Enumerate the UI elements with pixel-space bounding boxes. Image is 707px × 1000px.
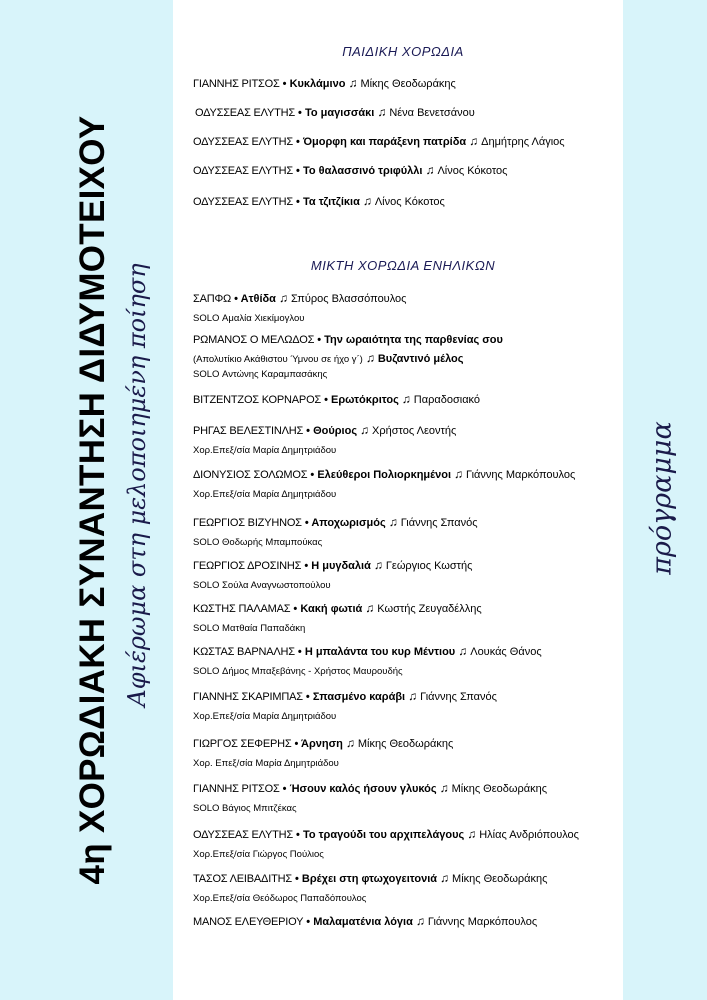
program-entry xyxy=(193,781,547,815)
bullet-separator: • xyxy=(307,469,318,481)
song-title: Το μαγισσάκι xyxy=(304,107,375,119)
entry-detail: Χορ.Επεξ/σία Γιώργος Πούλιος xyxy=(193,849,324,860)
entry-detail: Χορ.Επεξ/σία Θεόδωρος Παπαδόπουλος xyxy=(193,893,367,904)
composer-name: Γεώργιος Κωστής xyxy=(385,560,473,572)
song-title: Μαλαματένια λόγια xyxy=(313,916,413,928)
composer-name: Ηλίας Ανδριόπουλος xyxy=(479,829,579,841)
entry-detail: SOLO Ματθαία Παπαδάκη xyxy=(193,623,306,634)
song-title: Η μυγδαλιά xyxy=(311,560,371,572)
music-note-icon: ♫ xyxy=(467,827,477,841)
music-note-icon: ♫ xyxy=(440,871,450,885)
program-label-vertical: πρόγραμμα xyxy=(646,421,678,575)
entry-detail: SOLO Σούλα Αναγνωστοπούλου xyxy=(193,580,331,591)
music-note-icon: ♫ xyxy=(408,689,418,703)
composer-name: Κωστής Ζευγαδέλλης xyxy=(377,603,482,615)
song-title: Όμορφη και παράξενη πατρίδα xyxy=(302,136,467,148)
composer-name: Βυζαντινό μέλος xyxy=(377,353,464,365)
program-entry xyxy=(193,194,445,210)
entry-main-line xyxy=(193,291,406,307)
entry-main-line xyxy=(193,76,456,92)
entry-main-line xyxy=(193,333,503,348)
music-note-icon: ♫ xyxy=(373,558,383,572)
song-title: Το θαλασσινό τριφύλλι xyxy=(302,165,423,177)
music-note-icon: ♫ xyxy=(365,351,375,365)
poet-name: ΓΙΩΡΓΟΣ ΣΕΦΕΡΗΣ xyxy=(193,738,292,750)
song-title: Θούριος xyxy=(313,425,358,437)
entry-main-line xyxy=(193,194,445,210)
poet-name: ΡΩΜΑΝΟΣ Ο ΜΕΛΩΔΟΣ xyxy=(193,334,315,346)
program-entry xyxy=(193,467,575,501)
composer-name: Γιάννης Σπανός xyxy=(400,517,478,529)
music-note-icon: ♫ xyxy=(401,392,411,406)
mixed-choir-heading: ΜΙΚΤΗ ΧΟΡΩΔΙΑ ΕΝΗΛΙΚΩΝ xyxy=(310,258,496,273)
poet-name: ΚΩΣΤΑΣ ΒΑΡΝΑΛΗΣ xyxy=(193,646,295,658)
entry-main-line xyxy=(193,781,547,797)
entry-main-line xyxy=(193,644,542,660)
bullet-separator: • xyxy=(303,916,314,928)
program-entry xyxy=(193,827,579,861)
main-title-vertical: 4η ΧΟΡΩΔΙΑΚΗ ΣΥΝΑΝΤΗΣΗ ΔΙΔΥΜΟΤΕΙΧΟΥ xyxy=(73,115,112,885)
song-title: Ήσουν καλός ήσουν γλυκός xyxy=(289,783,437,795)
bullet-separator: • xyxy=(321,394,331,406)
bullet-separator: • xyxy=(314,334,325,346)
composer-name: Δημήτρης Λάγιος xyxy=(481,136,565,148)
bullet-separator: • xyxy=(301,517,312,529)
composer-name: Λίνος Κόκοτος xyxy=(374,196,445,208)
entry-detail: SOLO Βάγιος Μπιτζέκας xyxy=(193,803,297,814)
composer-name: Χρήστος Λεοντής xyxy=(372,425,457,437)
poet-name: ΡΗΓΑΣ ΒΕΛΕΣΤΙΝΛΗΣ xyxy=(193,425,304,437)
program-entry xyxy=(193,291,406,325)
poet-name: ΓΙΑΝΝΗΣ ΡΙΤΣΟΣ xyxy=(193,783,280,795)
entry-detail: SOLO Αμαλία Χιεκίμογλου xyxy=(193,313,305,324)
entry-main-line xyxy=(193,601,482,617)
program-entry xyxy=(193,601,482,635)
music-note-icon: ♫ xyxy=(348,76,358,90)
bullet-separator: • xyxy=(279,78,290,90)
bullet-separator: • xyxy=(301,560,312,572)
bullet-separator: • xyxy=(231,293,241,305)
composer-name: Σπύρος Βλασσόπουλος xyxy=(290,293,407,305)
entry-detail: SOLO Θοδωρής Μπαμπούκας xyxy=(193,537,323,548)
entry-detail: Χορ. Επεξ/σία Μαρία Δημητριάδου xyxy=(193,758,339,769)
song-title: Σπασμένο καράβι xyxy=(312,691,406,703)
entry-main-line xyxy=(193,558,472,574)
composer-name: Μίκης Θεοδωράκης xyxy=(452,873,548,885)
entry-detail: Χορ.Επεξ/σία Μαρία Δημητριάδου xyxy=(193,489,337,500)
bullet-separator: • xyxy=(295,107,305,119)
composer-name: Νένα Βενετσάνου xyxy=(389,107,475,119)
entry-main-line xyxy=(193,423,456,439)
program-entry xyxy=(193,76,456,92)
entry-detail: Χορ.Επεξ/σία Μαρία Δημητριάδου xyxy=(193,445,337,456)
poet-name: ΟΔΥΣΣΕΑΣ ΕΛΥΤΗΣ xyxy=(195,107,295,119)
program-entry xyxy=(193,914,537,930)
poet-name: ΓΙΑΝΝΗΣ ΣΚΑΡΙΜΠΑΣ xyxy=(193,691,303,703)
bullet-separator: • xyxy=(291,873,302,885)
poet-name: ΓΕΩΡΓΙΟΣ ΔΡΟΣΙΝΗΣ xyxy=(193,560,302,572)
program-entry xyxy=(193,163,507,179)
music-note-icon: ♫ xyxy=(377,105,387,119)
poet-name: ΓΙΑΝΝΗΣ ΡΙΤΣΟΣ xyxy=(193,78,280,90)
song-title: Κακή φωτιά xyxy=(300,603,363,615)
bullet-separator: • xyxy=(293,829,303,841)
program-entry xyxy=(193,644,542,678)
entry-main-line xyxy=(193,134,565,150)
music-note-icon: ♫ xyxy=(469,134,479,148)
bullet-separator: • xyxy=(294,646,305,658)
song-title: Τα τζιτζίκια xyxy=(302,196,360,208)
subtitle-vertical: Αφιέρωμα στη μελοποιημένη ποίηση xyxy=(123,263,151,707)
music-note-icon: ♫ xyxy=(388,515,398,529)
entry-main-line xyxy=(193,163,507,179)
composer-name: Γιάννης Μαρκόπουλος xyxy=(466,469,576,481)
entry-main-line xyxy=(193,914,537,930)
composer-name: Λουκάς Θάνος xyxy=(470,646,542,658)
entry-main-line xyxy=(193,515,478,531)
entry-detail: SOLO Αντώνης Καραμπασάκης xyxy=(193,369,328,380)
entry-main-line xyxy=(195,105,475,121)
composer-name: Μίκης Θεοδωράκης xyxy=(357,738,454,750)
composer-name: Παραδοσιακό xyxy=(413,394,481,406)
entry-main-line xyxy=(193,736,453,752)
song-title: Ερωτόκριτος xyxy=(331,394,399,406)
entry-detail: Χορ.Επεξ/σία Μαρία Δημητριάδου xyxy=(193,711,337,722)
program-entry xyxy=(193,558,472,592)
composer-name: Λίνος Κόκοτος xyxy=(437,165,508,177)
song-title: Την ωραιότητα της παρθενίας σου xyxy=(324,334,503,346)
program-entry xyxy=(193,392,480,408)
music-note-icon: ♫ xyxy=(360,423,370,437)
program-entry xyxy=(193,423,456,457)
entry-note-line xyxy=(193,352,503,366)
music-note-icon: ♫ xyxy=(415,914,425,928)
program-entry xyxy=(193,689,497,723)
poet-name: ΚΩΣΤΗΣ ΠΑΛΑΜΑΣ xyxy=(193,603,291,615)
composer-name: Γιάννης Μαρκόπουλος xyxy=(427,916,538,928)
childrens-choir-heading: ΠΑΙΔΙΚΗ ΧΟΡΩΔΙΑ xyxy=(342,44,464,59)
poet-name: ΒΙΤΖΕΝΤΖΟΣ ΚΟΡΝΑΡΟΣ xyxy=(193,394,322,406)
song-title: Το τραγούδι του αρχιπελάγους xyxy=(302,829,465,841)
poet-name: ΤΑΣΟΣ ΛΕΙΒΑΔΙΤΗΣ xyxy=(193,873,292,885)
poet-name: ΔΙΟΝΥΣΙΟΣ ΣΟΛΩΜΟΣ xyxy=(193,469,308,481)
bullet-separator: • xyxy=(293,136,303,148)
program-entry xyxy=(195,105,475,121)
poet-name: ΣΑΠΦΩ xyxy=(193,293,232,305)
entry-main-line xyxy=(193,392,480,408)
program-entry xyxy=(193,333,503,381)
bullet-separator: • xyxy=(293,196,303,208)
music-note-icon: ♫ xyxy=(439,781,449,795)
entry-main-line xyxy=(193,467,575,483)
song-title: Κυκλάμινο xyxy=(289,78,346,90)
bullet-separator: • xyxy=(303,425,314,437)
song-title: Αποχωρισμός xyxy=(311,517,386,529)
poet-name: ΟΔΥΣΣΕΑΣ ΕΛΥΤΗΣ xyxy=(193,829,293,841)
program-entry xyxy=(193,134,565,150)
composer-name: Γιάννης Σπανός xyxy=(420,691,497,703)
bullet-separator: • xyxy=(302,691,313,703)
bullet-separator: • xyxy=(291,738,302,750)
entry-main-line xyxy=(193,689,497,705)
music-note-icon: ♫ xyxy=(362,194,372,208)
music-note-icon: ♫ xyxy=(365,601,375,615)
entry-detail: SOLO Δήμος Μπαξεβάνης - Χρήστος Μαυρουδής xyxy=(193,666,403,677)
composer-name: Μίκης Θεοδωράκης xyxy=(451,783,548,795)
poet-name: ΟΔΥΣΣΕΑΣ ΕΛΥΤΗΣ xyxy=(193,165,293,177)
poet-name: ΜΑΝΟΣ ΕΛΕΥΘΕΡΙΟΥ xyxy=(193,916,304,928)
music-note-icon: ♫ xyxy=(345,736,355,750)
entry-main-line xyxy=(193,871,547,887)
program-entry xyxy=(193,736,453,770)
composer-name: Μίκης Θεοδωράκης xyxy=(360,78,456,90)
song-title: Βρέχει στη φτωχογειτονιά xyxy=(301,873,438,885)
music-note-icon: ♫ xyxy=(425,163,435,177)
song-title: Η μπαλάντα του κυρ Μέντιου xyxy=(304,646,456,658)
song-title: Ελεύθεροι Πολιορκημένοι xyxy=(317,469,452,481)
program-entry xyxy=(193,871,547,905)
bullet-separator: • xyxy=(279,783,290,795)
hymn-note: (Απολυτίκιο Ακάθιστου Ύμνου σε ήχο γ΄) xyxy=(193,354,363,365)
poet-name: ΟΔΥΣΣΕΑΣ ΕΛΥΤΗΣ xyxy=(193,196,293,208)
song-title: Άρνηση xyxy=(301,738,343,750)
poet-name: ΓΕΩΡΓΙΟΣ ΒΙΖΥΗΝΟΣ xyxy=(193,517,302,529)
bullet-separator: • xyxy=(293,165,303,177)
program-entry xyxy=(193,515,478,549)
poet-name: ΟΔΥΣΣΕΑΣ ΕΛΥΤΗΣ xyxy=(193,136,293,148)
music-note-icon: ♫ xyxy=(454,467,464,481)
song-title: Ατθίδα xyxy=(240,293,276,305)
music-note-icon: ♫ xyxy=(278,291,288,305)
music-note-icon: ♫ xyxy=(458,644,468,658)
entry-main-line xyxy=(193,827,579,843)
bullet-separator: • xyxy=(290,603,301,615)
